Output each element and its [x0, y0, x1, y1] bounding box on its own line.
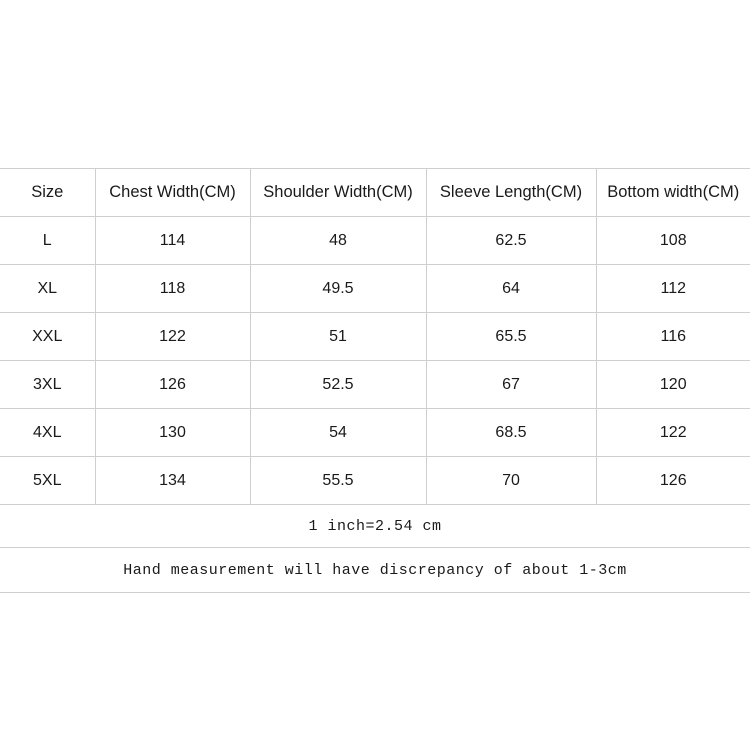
cell-chest-width: 118 [95, 265, 250, 313]
size-chart-container [0, 168, 750, 593]
cell-shoulder-width: 54 [250, 409, 426, 457]
cell-shoulder-width: 52.5 [250, 361, 426, 409]
cell-bottom-width: 116 [596, 313, 750, 361]
table-row [0, 217, 750, 265]
cell-chest-width: 126 [95, 361, 250, 409]
cell-chest-width: 130 [95, 409, 250, 457]
cell-size: L [0, 217, 95, 265]
cell-chest-width: 114 [95, 217, 250, 265]
cell-shoulder-width: 51 [250, 313, 426, 361]
cell-shoulder-width: 49.5 [250, 265, 426, 313]
cell-sleeve-length: 68.5 [426, 409, 596, 457]
measurement-disclaimer-row [0, 548, 750, 593]
column-header-chest-width: Chest Width(CM) [95, 169, 250, 217]
cell-sleeve-length: 65.5 [426, 313, 596, 361]
cell-sleeve-length: 64 [426, 265, 596, 313]
cell-shoulder-width: 48 [250, 217, 426, 265]
cell-size: 5XL [0, 457, 95, 505]
size-chart-table [0, 168, 750, 593]
cell-size: XXL [0, 313, 95, 361]
column-header-size: Size [0, 169, 95, 217]
cell-size: 4XL [0, 409, 95, 457]
table-row [0, 265, 750, 313]
column-header-sleeve-length: Sleeve Length(CM) [426, 169, 596, 217]
table-row [0, 313, 750, 361]
table-row [0, 457, 750, 505]
measurement-disclaimer: Hand measurement will have discrepancy of about 1-3cm [0, 548, 750, 593]
cell-bottom-width: 108 [596, 217, 750, 265]
table-header-row [0, 169, 750, 217]
column-header-shoulder-width: Shoulder Width(CM) [250, 169, 426, 217]
cell-size: XL [0, 265, 95, 313]
cell-bottom-width: 120 [596, 361, 750, 409]
cell-bottom-width: 122 [596, 409, 750, 457]
cell-shoulder-width: 55.5 [250, 457, 426, 505]
table-row [0, 361, 750, 409]
unit-conversion-note: 1 inch=2.54 cm [0, 505, 750, 548]
cell-sleeve-length: 67 [426, 361, 596, 409]
cell-bottom-width: 126 [596, 457, 750, 505]
cell-bottom-width: 112 [596, 265, 750, 313]
cell-size: 3XL [0, 361, 95, 409]
unit-conversion-note-row [0, 505, 750, 548]
table-row [0, 409, 750, 457]
column-header-bottom-width: Bottom width(CM) [596, 169, 750, 217]
cell-sleeve-length: 62.5 [426, 217, 596, 265]
cell-sleeve-length: 70 [426, 457, 596, 505]
cell-chest-width: 134 [95, 457, 250, 505]
cell-chest-width: 122 [95, 313, 250, 361]
